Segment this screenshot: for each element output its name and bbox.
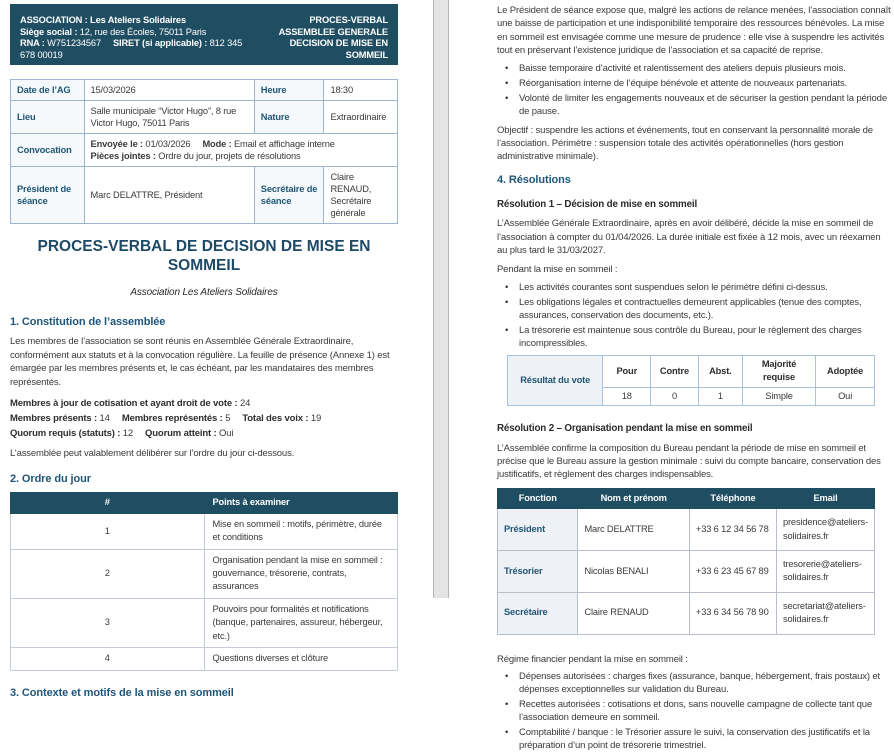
agenda-row-2-text: Organisation pendant la mise en sommeil : gouvernance, trésorerie, contrats, assurances — [204, 549, 398, 598]
doc-type-line-2: ASSEMBLEE GENERALE — [278, 26, 388, 37]
context-paragraph: Le Président de séance expose que, malgré les actions de relance menées, l’association connaît une baisse de participation et une indisponibilité temporaire des ressources bénévoles. La mise en sommeil est envisagée comme une mesure de prudence : elle vise à suspendre les activités tout en préservant l’existence juridique de l’association et sa capacité de reprise. — [497, 5, 891, 57]
stats-line-voters: Membres à jour de cotisation et ayant droit de vote : 24 — [10, 398, 251, 410]
bureau-row-3-fonction: Secrétaire — [498, 592, 578, 634]
resolution-2-paragraph: L’Assemblée confirme la composition du Bureau pendant la période de mise en sommeil et précise que le Bureau assure la gestion minimale : suivi du compte bancaire, conservation des justificatifs, et règlement des charges indispensables. — [497, 442, 881, 481]
list-item: • Volonté de limiter les engagements nouveaux et de sécuriser la gestion pendant la période de pause. — [497, 92, 892, 118]
list-item: • Recettes autorisées : cotisations et dons, sans nouvelle campagne de collecte tant que l’association demeure en sommeil. — [497, 698, 892, 724]
list-item: • Les activités courantes sont suspendues selon le périmètre défini ci-dessus. — [497, 281, 892, 294]
agenda-row-4-num: 4 — [11, 648, 205, 670]
agenda-row-1-num: 1 — [11, 513, 205, 549]
bureau-row-1-email: presidence@ateliers-solidaires.fr — [776, 509, 874, 551]
table-row — [11, 598, 398, 647]
agenda-row-4-text: Questions diverses et clôture — [204, 648, 398, 670]
vote-value-adoptee: Oui — [816, 387, 875, 405]
table-row — [11, 167, 398, 224]
bureau-col-email: Email — [776, 488, 874, 508]
bureau-row-3-tel: +33 6 34 56 78 90 — [689, 592, 776, 634]
info-value-nature: Extraordinaire — [324, 101, 398, 134]
bureau-row-3-nom: Claire RENAUD — [578, 592, 689, 634]
info-label-secretaire: Secrétaire de séance — [254, 167, 324, 224]
list-item: • Comptabilité / banque : le Trésorier assure le suivi, la conservation des justificatifs et la préparation d’un point de trésorerie trimestriel. — [497, 726, 892, 752]
section-2-heading: 2. Ordre du jour — [10, 473, 91, 486]
regime-bullet-list — [497, 670, 892, 752]
table-header-row — [11, 493, 398, 513]
table-row — [498, 550, 875, 592]
list-item: • Dépenses autorisées : charges fixes (assurance, banque, hébergement, frais postaux) et dépenses exceptionnelles sur validation du Bureau. — [497, 670, 892, 696]
page-1-content — [10, 4, 398, 700]
info-label-president: Président de séance — [11, 167, 85, 224]
document-type-block — [252, 15, 388, 61]
bureau-col-nom: Nom et prénom — [578, 488, 689, 508]
vote-col-pour: Pour — [603, 355, 651, 387]
deliberation-paragraph: L’assemblée peut valablement délibérer sur l’ordre du jour ci-dessous. — [10, 448, 295, 460]
info-value-date: 15/03/2026 — [84, 80, 254, 101]
info-value-heure: 18:30 — [324, 80, 398, 101]
association-address-line: Siège social : 12, rue des Écoles, 75011 Paris — [20, 26, 207, 37]
table-row — [11, 549, 398, 598]
bureau-col-fonction: Fonction — [498, 488, 578, 508]
info-label-date: Date de l’AG — [11, 80, 85, 101]
bureau-row-2-email: tresorerie@ateliers-solidaires.fr — [776, 550, 874, 592]
info-label-convocation: Convocation — [11, 134, 85, 167]
association-identity-block — [20, 15, 248, 61]
document-page-1 — [0, 0, 433, 699]
resolution-1-lead: Pendant la mise en sommeil : — [497, 264, 618, 276]
agenda-row-3-num: 3 — [11, 598, 205, 647]
info-value-secretaire: Claire RENAUD, Secrétaire générale — [324, 167, 398, 224]
table-row — [498, 509, 875, 551]
page-subtitle: Association Les Ateliers Solidaires — [130, 287, 278, 298]
bureau-row-2-nom: Nicolas BENALI — [578, 550, 689, 592]
association-rna-siret-line: RNA : W751234567 SIRET (si applicable) : 812 345 678 00019 — [20, 38, 243, 60]
bureau-row-2-fonction: Trésorier — [498, 550, 578, 592]
section-3-heading: 3. Contexte et motifs de la mise en sommeil — [10, 686, 234, 699]
resolution-2-heading: Résolution 2 – Organisation pendant la mise en sommeil — [497, 423, 753, 435]
table-row — [11, 80, 398, 101]
doc-type-line-3: DECISION DE MISE EN SOMMEIL — [289, 38, 388, 60]
agenda-row-2-num: 2 — [11, 549, 205, 598]
association-header-banner — [10, 4, 398, 65]
objectif-paragraph: Objectif : suspendre les actions et événements, tout en conservant la personnalité morale de l’association. Périmètre : suspension totale des activités opérationnelles (hors gestion administrative minimale). — [497, 124, 873, 163]
list-item: • Réorganisation interne de l’équipe bénévole et attente de nouveaux partenariats. — [497, 77, 892, 90]
list-item: • La trésorerie est maintenue sous contrôle du Bureau, pour le règlement des charges incompressibles. — [497, 324, 892, 350]
stats-line-quorum: Quorum requis (statuts) : 12 Quorum atteint : Oui — [10, 428, 234, 440]
section-1-heading: 1. Constitution de l’assemblée — [10, 316, 166, 329]
table-row — [11, 513, 398, 549]
agenda-col-points: Points à examiner — [204, 493, 398, 513]
meeting-info-table — [10, 79, 398, 224]
table-row — [498, 592, 875, 634]
doc-type-line-1: PROCES-VERBAL — [309, 15, 388, 25]
page-2-content — [497, 4, 892, 752]
table-row — [11, 648, 398, 670]
section-4-heading: 4. Résolutions — [497, 173, 571, 186]
bureau-row-1-nom: Marc DELATTRE — [578, 509, 689, 551]
regime-financier-lead: Régime financier pendant la mise en sommeil : — [497, 653, 688, 665]
info-label-heure: Heure — [254, 80, 324, 101]
vote-col-majorite: Majorité requise — [742, 355, 815, 387]
list-item: • Baisse temporaire d’activité et ralentissement des ateliers depuis plusieurs mois. — [497, 62, 892, 75]
context-bullet-list — [497, 62, 892, 118]
info-value-president: Marc DELATTRE, Président — [84, 167, 254, 224]
membership-stats — [10, 396, 398, 441]
resolution-1-bullet-list — [497, 281, 892, 350]
vote-value-abst: 1 — [698, 387, 742, 405]
bureau-row-2-tel: +33 6 23 45 67 89 — [689, 550, 776, 592]
vote-col-adoptee: Adoptée — [816, 355, 875, 387]
section-1-paragraph: Les membres de l’association se sont réunis en Assemblée Générale Extraordinaire, conformément aux statuts et à la convocation régulière. La feuille de présence (Annexe 1) est émargée par les membres présents et, le cas échéant, par les mandataires des membres représentés. — [10, 336, 390, 388]
vote-col-contre: Contre — [651, 355, 699, 387]
association-name-line: ASSOCIATION : Les Ateliers Solidaires — [20, 15, 186, 25]
document-page-2 — [449, 0, 894, 751]
convocation-line-2: Pièces jointes : Ordre du jour, projets de résolutions — [90, 151, 301, 161]
table-row — [11, 134, 398, 167]
info-label-lieu: Lieu — [11, 101, 85, 134]
bureau-members-table — [497, 488, 875, 635]
table-header-row — [508, 355, 875, 387]
vote-value-contre: 0 — [651, 387, 699, 405]
info-value-convocation — [84, 134, 397, 167]
vote-value-pour: 18 — [603, 387, 651, 405]
bureau-row-1-tel: +33 6 12 34 56 78 — [689, 509, 776, 551]
info-label-nature: Nature — [254, 101, 324, 134]
agenda-row-1-text: Mise en sommeil : motifs, périmètre, durée et conditions — [204, 513, 398, 549]
vote-value-majorite: Simple — [742, 387, 815, 405]
info-value-lieu: Salle municipale “Victor Hugo”, 8 rue Victor Hugo, 75011 Paris — [84, 101, 254, 134]
bureau-row-3-email: secretariat@ateliers-solidaires.fr — [776, 592, 874, 634]
table-header-row — [498, 488, 875, 508]
agenda-col-number: # — [11, 493, 205, 513]
resolution-1-heading: Résolution 1 – Décision de mise en sommeil — [497, 198, 698, 210]
table-row — [11, 101, 398, 134]
list-item: • Les obligations légales et contractuelles demeurent applicables (tenue des comptes, assurances, conservation des documents, etc.). — [497, 296, 892, 322]
bureau-col-telephone: Téléphone — [689, 488, 776, 508]
agenda-row-3-text: Pouvoirs pour formalités et notifications (banque, partenaires, assureur, hébergeur, etc.) — [204, 598, 398, 647]
stats-line-presence: Membres présents : 14 Membres représentés : 5 Total des voix : 19 — [10, 413, 322, 425]
vote-col-abst: Abst. — [698, 355, 742, 387]
resolution-1-paragraph: L’Assemblée Générale Extraordinaire, après en avoir délibéré, décide la mise en sommeil de l’association à compter du 01/04/2026. La durée initiale est fixée à 12 mois, avec un réexamen au plus tard le 31/03/2027. — [497, 218, 881, 257]
vote-result-table — [507, 355, 875, 406]
page-title: PROCES-VERBAL DE DECISION DE MISE EN SOMMEIL — [37, 238, 371, 274]
agenda-table — [10, 492, 398, 670]
bureau-row-1-fonction: Président — [498, 509, 578, 551]
vote-result-label: Résultat du vote — [508, 355, 603, 405]
page-gutter — [433, 0, 449, 598]
convocation-line-1: Envoyée le : 01/03/2026 Mode : Email et affichage interne — [90, 139, 335, 149]
